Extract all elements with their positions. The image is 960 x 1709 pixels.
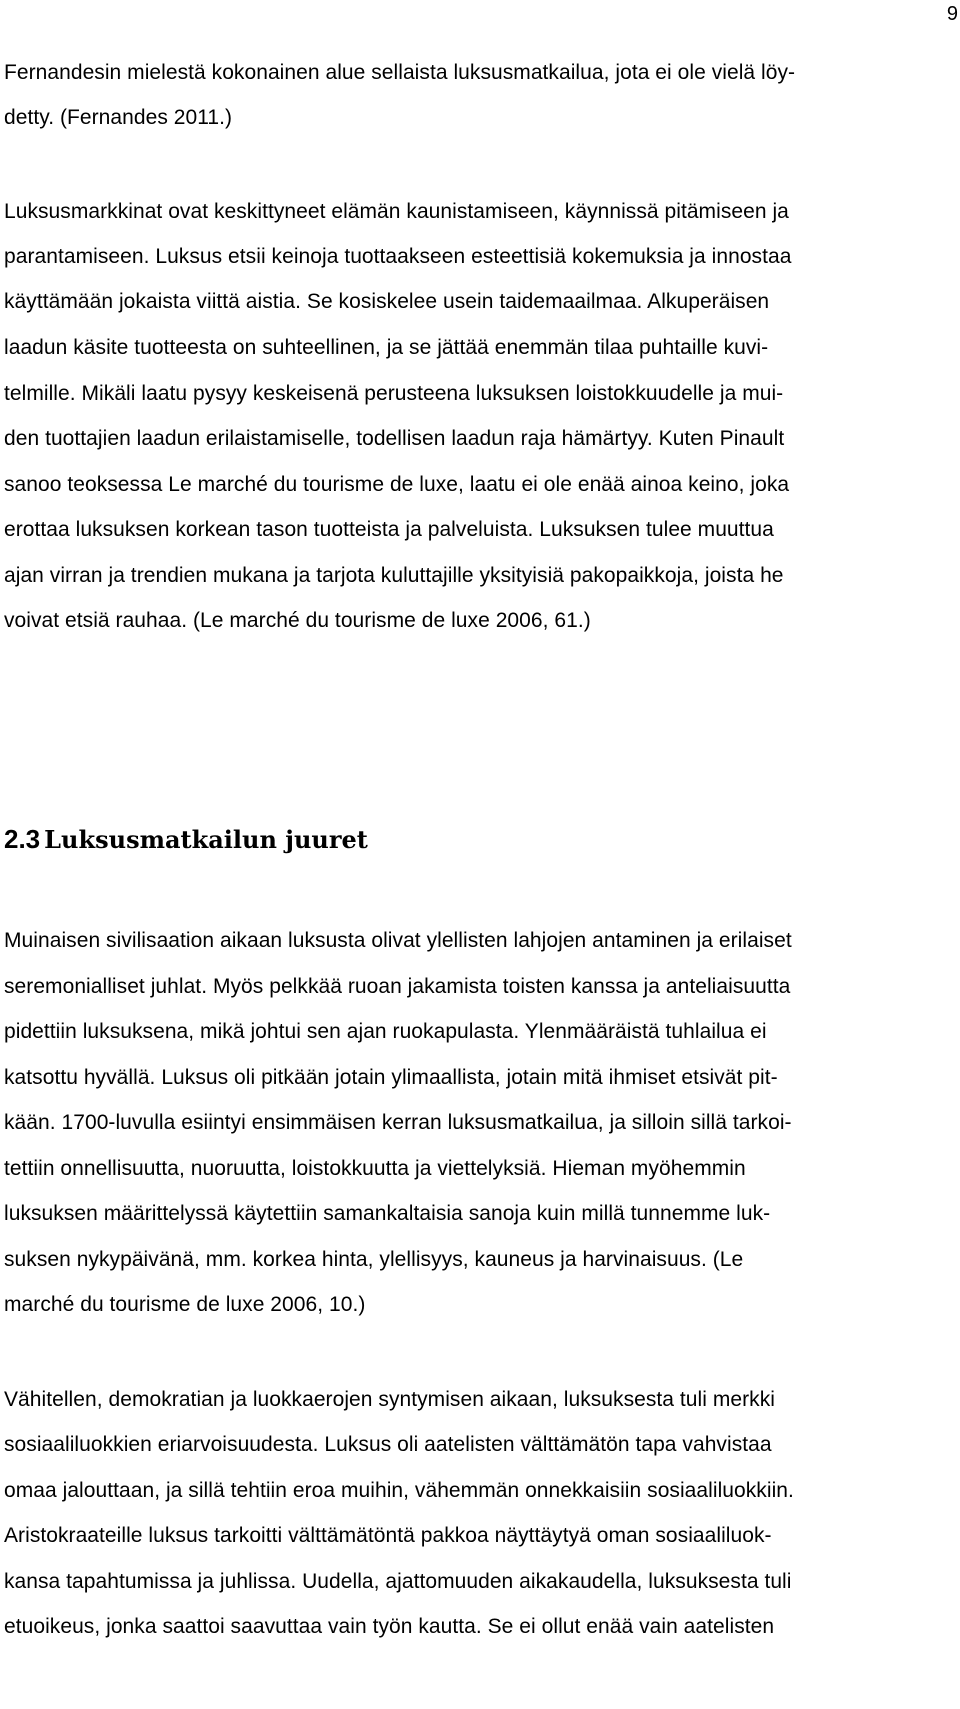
paragraph-4-line-6: etuoikeus, jonka saattoi saavuttaa vain työn kautta. Se ei ollut enää vain aatelisten <box>4 1615 775 1638</box>
paragraph-2-line-1: Luksusmarkkinat ovat keskittyneet elämän kaunistamiseen, käynnissä pitämiseen ja <box>4 200 789 223</box>
paragraph-3-line-5: kään. 1700-luvulla esiintyi ensimmäisen kerran luksusmatkailua, ja silloin sillä tarkoi- <box>4 1111 792 1134</box>
paragraph-3-line-6: tettiin onnellisuutta, nuoruutta, loistokkuutta ja viettelyksiä. Hieman myöhemmin <box>4 1157 746 1180</box>
paragraph-4-line-5: kansa tapahtumissa ja juhlissa. Uudella, ajattomuuden aikakaudella, luksuksesta tuli <box>4 1570 792 1593</box>
paragraph-4-line-1: Vähitellen, demokratian ja luokkaerojen syntymisen aikaan, luksuksesta tuli merkki <box>4 1388 775 1411</box>
section-heading-title: Luksusmatkailun juuret <box>44 825 368 854</box>
paragraph-3-line-4: katsottu hyvällä. Luksus oli pitkään jotain ylimaallista, jotain mitä ihmiset etsivät pit- <box>4 1066 778 1089</box>
paragraph-2-line-4: laadun käsite tuotteesta on suhteellinen, ja se jättää enemmän tilaa puhtaille kuvi- <box>4 336 769 359</box>
paragraph-3-line-8: suksen nykypäivänä, mm. korkea hinta, ylellisyys, kauneus ja harvinaisuus. (Le <box>4 1248 744 1271</box>
paragraph-1-line-1: Fernandesin mielestä kokonainen alue sellaista luksusmatkailua, jota ei ole vielä löy- <box>4 61 796 84</box>
paragraph-2-line-7: sanoo teoksessa Le marché du tourisme de luxe, laatu ei ole enää ainoa keino, joka <box>4 473 790 496</box>
section-heading-number: 2.3 <box>4 824 41 854</box>
paragraph-2-line-8: erottaa luksuksen korkean tason tuotteista ja palveluista. Luksuksen tulee muuttua <box>4 518 774 541</box>
paragraph-4-line-3: omaa jalouttaan, ja sillä tehtiin eroa muihin, vähemmän onnekkaisiin sosiaaliluokkiin. <box>4 1479 794 1502</box>
paragraph-2-line-10: voivat etsiä rauhaa. (Le marché du tourisme de luxe 2006, 61.) <box>4 609 591 632</box>
paragraph-3-line-2: seremonialliset juhlat. Myös pelkkää ruoan jakamista toisten kanssa ja anteliaisuutta <box>4 975 791 998</box>
paragraph-2-line-3: käyttämään jokaista viittä aistia. Se kosiskelee usein taidemaailmaa. Alkuperäisen <box>4 290 770 313</box>
paragraph-3-line-7: luksuksen määrittelyssä käytettiin samankaltaisia sanoja kuin millä tunnemme luk- <box>4 1202 771 1225</box>
paragraph-2-line-6: den tuottajien laadun erilaistamiselle, todellisen laadun raja hämärtyy. Kuten Pinault <box>4 427 785 450</box>
paragraph-3-line-9: marché du tourisme de luxe 2006, 10.) <box>4 1293 366 1316</box>
paragraph-1-line-2: detty. (Fernandes 2011.) <box>4 106 233 129</box>
paragraph-2-line-5: telmille. Mikäli laatu pysyy keskeisenä perusteena luksuksen loistokkuudelle ja mui- <box>4 382 784 405</box>
paragraph-3-line-3: pidettiin luksuksena, mikä johtui sen ajan ruokapulasta. Ylenmääräistä tuhlailua ei <box>4 1020 767 1043</box>
paragraph-4-line-4: Aristokraateille luksus tarkoitti välttämätöntä pakkoa näyttäytyä oman sosiaaliluok- <box>4 1524 772 1547</box>
paragraph-3-line-1: Muinaisen sivilisaation aikaan luksusta olivat ylellisten lahjojen antaminen ja erilaiset <box>4 929 792 952</box>
page-number: 9 <box>946 3 958 25</box>
paragraph-2-line-2: parantamiseen. Luksus etsii keinoja tuottaakseen esteettisiä kokemuksia ja innostaa <box>4 245 792 268</box>
section-heading <box>4 822 368 861</box>
paragraph-4-line-2: sosiaaliluokkien eriarvoisuudesta. Luksus oli aatelisten välttämätön tapa vahvistaa <box>4 1433 772 1456</box>
paragraph-2-line-9: ajan virran ja trendien mukana ja tarjota kuluttajille yksityisiä pakopaikkoja, joista he <box>4 564 784 587</box>
